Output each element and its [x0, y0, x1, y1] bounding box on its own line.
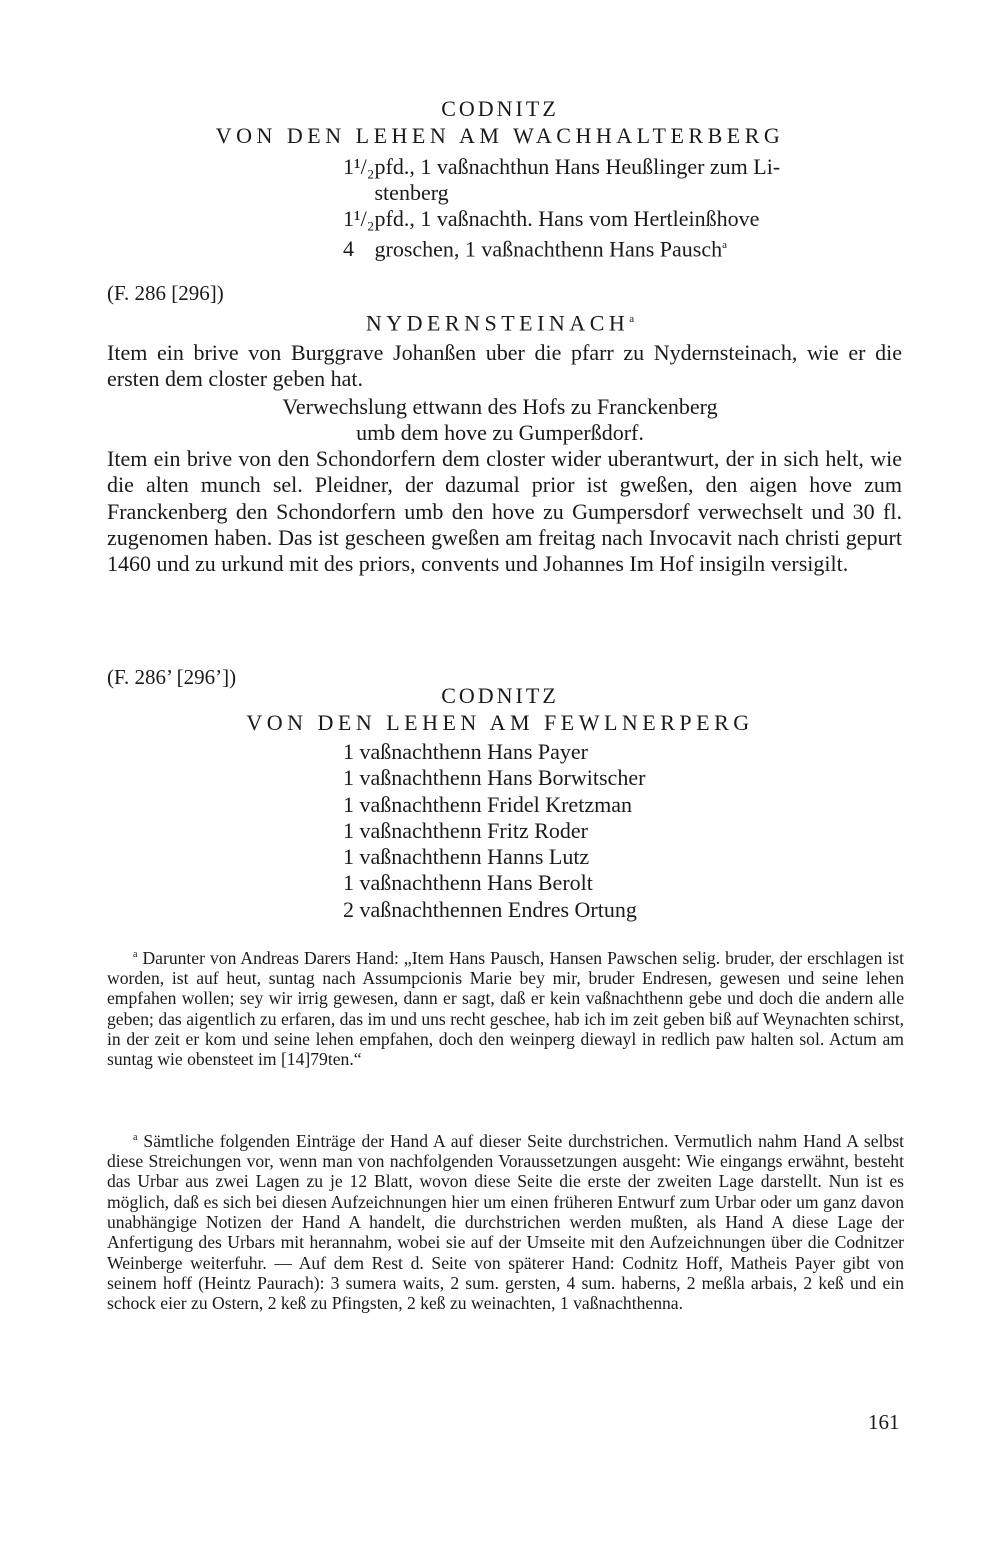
- entry-text: pfd., 1 vaßnachth. Hans vom Hertleinßhove: [374, 206, 760, 231]
- footnote-marker: a: [722, 239, 728, 251]
- section1-entry-4: [343, 232, 727, 262]
- entry-text: stenberg: [374, 180, 449, 205]
- entry-amount: 1¹/₂: [343, 154, 375, 179]
- section3-entry-list: [343, 739, 645, 923]
- folio-reference-1: (F. 286 [296]): [107, 281, 224, 305]
- entry-amount: 1¹/₂: [343, 206, 375, 231]
- folio-reference-2: (F. 286’ [296’]): [107, 665, 237, 689]
- entry-text: groschen, 1 vaßnachthenn Hans Pausch: [374, 236, 723, 262]
- section2-subheading-line-1: Verwechslung ettwann des Hofs zu Franckenberg: [282, 394, 718, 419]
- section2-paragraph-1: Item ein brive von Burggrave Johanßen uber die pfarr zu Nydernsteinach, wie er die ersten dem closter geben hat.: [107, 340, 902, 392]
- footnote-1: [107, 945, 904, 1070]
- footnote-2: [107, 1128, 904, 1314]
- footnote-marker: a: [133, 949, 138, 960]
- section2-title-heading: [0, 306, 1000, 336]
- entry-amount: 4: [343, 236, 354, 262]
- section1-entry-2: [343, 180, 449, 206]
- section2-subheading-line-2: umb dem hove zu Gumperßdorf.: [356, 420, 644, 445]
- section2-paragraph-2: Item ein brive von den Schondorfern dem closter wider uberantwurt, der in sich helt, wie die alten munch sel. Pleidner, der dazumal prior ist gweßen, den aigen hove zum Franckenberg den Schondorfern umb den hove zu Gumpersdorf verwechselt und 30 fl. zugenomen haben. Das ist gescheen gweßen am freitag nach Invocavit nach christi gepurt 1460 und zu urkund mit des priors, convents und Johannes Im Hof insigiln versigilt.: [107, 446, 902, 577]
- section1-entry-1: [343, 154, 780, 180]
- list-item: 1 vaßnachthenn Fritz Roder: [343, 817, 588, 843]
- list-item: 1 vaßnachthenn Hans Borwitscher: [343, 765, 646, 791]
- section3-title-heading: VON DEN LEHEN AM FEWLNERPERG: [246, 710, 754, 735]
- entry-text: pfd., 1 vaßnachthun Hans Heußlinger zum Li-: [374, 154, 781, 179]
- list-item: 1 vaßnachthenn Hans Berolt: [343, 870, 593, 896]
- section1-entry-3: [343, 206, 759, 232]
- section1-title-heading: VON DEN LEHEN AM WACHHALTERBERG: [215, 123, 785, 148]
- list-item: 1 vaßnachthenn Fridel Kretzman: [343, 791, 632, 817]
- footnote-text: Sämtliche folgenden Einträge der Hand A auf dieser Seite durchstrichen. Vermutlich nahm Hand A selbst diese Streichungen vor, wenn man von nachfolgenden Voraussetzungen ausgeht: Wie eingangs erwähnt, besteht das Urbar aus zwei Lagen zu je 12 Blatt, wovon diese Seite die erste der zweiten Lage darstellt. Nun ist es möglich, daß es sich bei diesen Aufzeichnungen hier um einen früheren Entwurf zum Urbar oder um ganz davon unabhängige Notizen der Hand A handelt, die durchstrichen werden mußten, als Hand A diese Lage der Anfertigung des Urbars mit herannahm, wobei sie auf der Umseite mit den Aufzeichnungen über die Codnitzer Weinberge weiterfuhr. — Auf dem Rest d. Seite von späterer Hand: Codnitz Hoff, Matheis Payer gibt von seinem hoff (Heintz Paurach): 3 sumera waits, 2 sum. gersten, 4 sum. haberns, 2 meßla arbais, 2 keß und ein schock eier zu Ostern, 2 keß zu Pfingsten, 2 keß zu weinachten, 1 vaßnachthenna.: [107, 1130, 904, 1314]
- section3-place-heading: CODNITZ: [441, 683, 559, 708]
- footnote-text: Darunter von Andreas Darers Hand: „Item Hans Pausch, Hansen Pawschen selig. bruder, der erschlagen ist worden, ist auf heut, suntag nach Assumpcionis Marie bey mir, bruder Endresen, gewesen und seine lehen empfahen wollen; sey wir irrig gewesen, dann er sagt, daß er kein vaßnachthenn gebe und doch die andern alle geben; das aigentlich zu erfaren, das im und uns recht geschee, hab ich im zeit geben biß auf Weynachten schirst, in der zeit er kom und seine lehen empfahen, doch den weinperg diewayl in redlich paw halten sol. Actum am suntag wie obensteet im [14]79ten.“: [107, 947, 904, 1070]
- list-item: 1 vaßnachthenn Hans Payer: [343, 739, 588, 764]
- list-item: 1 vaßnachthenn Hanns Lutz: [343, 844, 590, 870]
- section2-title: NYDERNSTEINACH: [365, 310, 630, 336]
- page-number: 161: [868, 1410, 900, 1434]
- footnote-marker: a: [629, 313, 635, 325]
- footnote-marker: a: [133, 1132, 138, 1143]
- list-item: 2 vaßnachthennen Endres Ortung: [343, 896, 637, 922]
- section1-place-heading: CODNITZ: [441, 96, 559, 121]
